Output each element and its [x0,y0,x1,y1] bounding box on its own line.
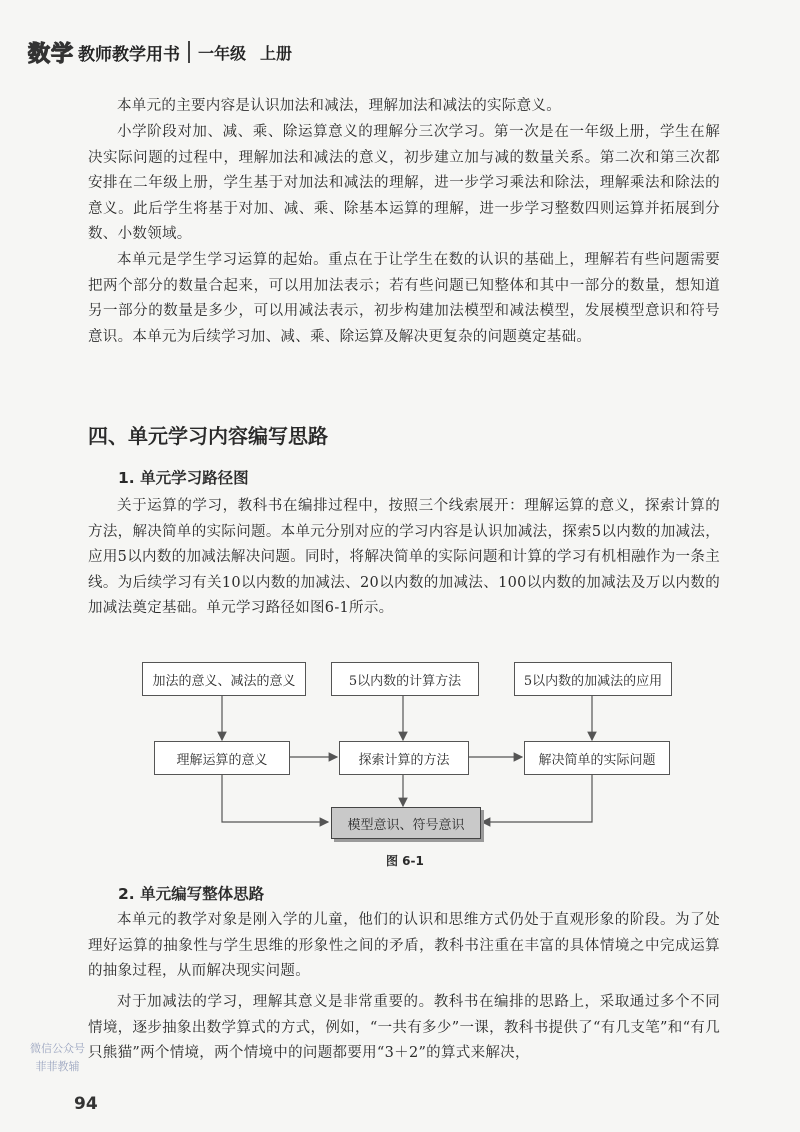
watermark [30,1040,85,1076]
subsection-2-heading: 2. 单元编写整体思路 [118,885,265,903]
diagram-box-model-symbol-awareness: 模型意识、符号意识 [331,807,481,839]
diagram-box-application: 5以内数的加减法的应用 [514,662,672,696]
book-title: 教师教学用书 [78,44,181,65]
diagram-box-understand-operation: 理解运算的意义 [154,741,290,775]
volume-label: 上册 [260,43,293,63]
figure-caption: 图 6-1 [386,854,424,868]
diagram-box-calculation-method: 5以内数的计算方法 [331,662,479,696]
subsection-1-heading: 1. 单元学习路径图 [118,469,249,487]
intro-paragraph-1: 本单元的主要内容是认识加法和减法，理解加法和减法的实际意义。 [117,98,561,114]
section-heading: 四、单元学习内容编写思路 [88,424,328,448]
subsection-2-paragraph-1: 本单元的教学对象是刚入学的儿童，他们的认识和思维方式仍处于直观形象的阶段。为了处理好运算的抽象性与学生思维的形象性之间的矛盾，教科书注重在丰富的具体情境之中完成运算的抽象过程，从而解决现实问题。 [88,912,720,979]
arrow-left-to-final [222,773,328,822]
diagram-box-addition-subtraction-meaning: 加法的意义、减法的意义 [142,662,306,696]
book-logo: 数学 [28,41,75,67]
intro-paragraph-3: 本单元是学生学习运算的起始。重点在于让学生在数的认识的基础上，理解若有些问题需要把两个部分的数量合起来，可以用加法表示；若有些问题已知整体和其中一部分的数量，想知道另一部分的数量是多少，可以用减法表示，初步构建加法模型和减法模型，发展模型意识和符号意识。本单元为后续学习加、减、乘、除运算及解决更复杂的问题奠定基础。 [88,252,720,345]
subsection-1-paragraph: 关于运算的学习，教科书在编排过程中，按照三个线索展开：理解运算的意义，探索计算的方法，解决简单的实际问题。本单元分别对应的学习内容是认识加减法，探索5以内数的加减法，应用5以内数的加减法解决问题。同时，将解决简单的实际问题和计算的学习有机相融作为一条主线。为后续学习有关10以内数的加减法、20以内数的加减法、100以内数的加减法及万以内数的加减法奠定基础。单元学习路径如图6-1所示。 [88,498,720,616]
intro-paragraph-2: 小学阶段对加、减、乘、除运算意义的理解分三次学习。第一次是在一年级上册，学生在解决实际问题的过程中，理解加法和减法的意义，初步建立加与减的数量关系。第二次和第三次都安排在二年级上册，学生基于对加法和减法的理解，进一步学习乘法和除法，理解乘法和除法的意义。此后学生将基于对加、减、乘、除基本运算的理解，进一步学习整数四则运算并拓展到分数、小数领域。 [88,124,720,242]
diagram-box-explore-method: 探索计算的方法 [339,741,469,775]
diagram-box-solve-problems: 解决简单的实际问题 [524,741,670,775]
page-number: 94 [74,1094,98,1114]
watermark-line-1: 微信公众号 [30,1042,85,1055]
arrow-right-to-final [482,773,592,822]
grade-label: 一年级 [198,43,247,63]
subsection-2-paragraph-2: 对于加减法的学习，理解其意义是非常重要的。教科书在编排的思路上，采取通过多个不同情境，逐步抽象出数学算式的方式，例如，“一共有多少”一课，教科书提供了“有几支笔”和“有几只熊猫”两个情境，两个情境中的问题都要用“3＋2”的算式来解决， [88,994,720,1061]
watermark-line-2: 菲菲教辅 [35,1060,80,1073]
